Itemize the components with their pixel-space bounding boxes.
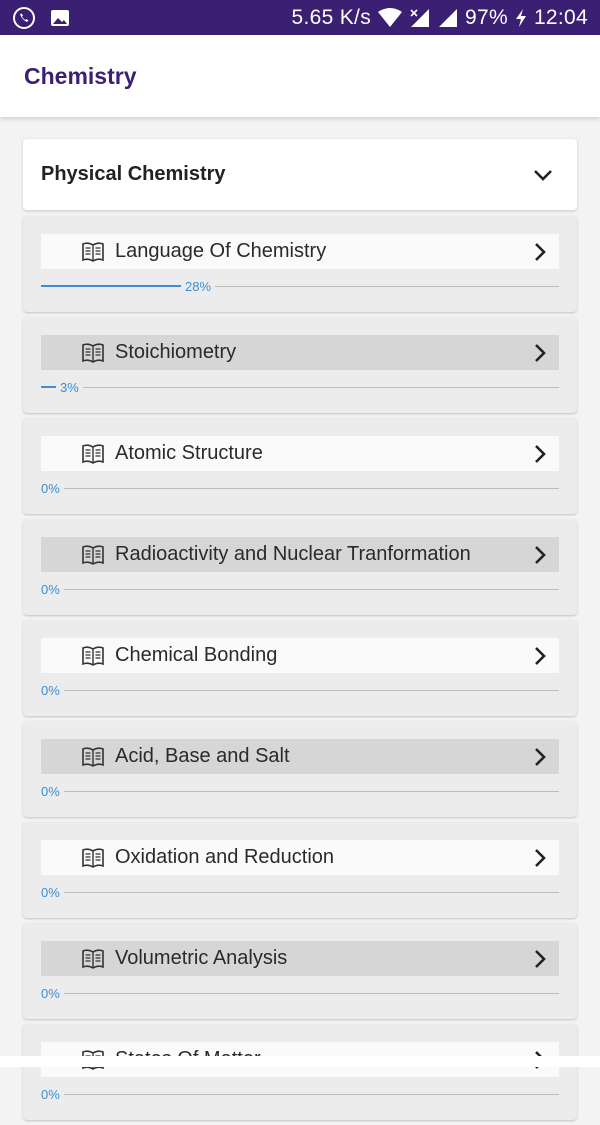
progress-percent: 0% bbox=[41, 480, 60, 496]
topic-row[interactable] bbox=[41, 941, 559, 976]
book-icon bbox=[81, 442, 105, 466]
topic-label: Oxidation and Reduction bbox=[115, 846, 335, 868]
topic-row[interactable] bbox=[41, 638, 559, 673]
topic-label: Radioactivity and Nuclear Tranformation bbox=[115, 543, 471, 565]
topic-card[interactable] bbox=[23, 418, 577, 514]
signal-icon bbox=[437, 8, 459, 28]
chevron-right-icon[interactable] bbox=[529, 544, 551, 566]
topic-card[interactable] bbox=[23, 721, 577, 817]
app-bar bbox=[0, 35, 600, 117]
charging-icon bbox=[514, 8, 528, 28]
topic-label: Language Of Chemistry bbox=[115, 240, 327, 262]
progress-bar bbox=[41, 986, 559, 1000]
topic-row[interactable] bbox=[41, 739, 559, 774]
progress-bar bbox=[41, 784, 559, 798]
topic-list-container[interactable] bbox=[0, 117, 600, 1102]
viber-icon bbox=[12, 6, 36, 30]
topic-label: Stoichiometry bbox=[115, 341, 237, 363]
progress-percent: 0% bbox=[41, 581, 60, 597]
chevron-right-icon[interactable] bbox=[529, 342, 551, 364]
book-icon bbox=[81, 240, 105, 264]
topic-card[interactable] bbox=[23, 519, 577, 615]
topic-row[interactable] bbox=[41, 335, 559, 370]
topic-row[interactable] bbox=[41, 840, 559, 875]
topic-label: Acid, Base and Salt bbox=[115, 745, 290, 767]
topic-label: Chemical Bonding bbox=[115, 644, 278, 666]
bottom-edge bbox=[0, 1056, 600, 1067]
chevron-right-icon[interactable] bbox=[529, 443, 551, 465]
battery-percent: 97% bbox=[465, 5, 508, 29]
chevron-right-icon[interactable] bbox=[529, 948, 551, 970]
topic-row[interactable] bbox=[41, 436, 559, 471]
topic-card[interactable] bbox=[23, 822, 577, 918]
section-header-physical-chemistry[interactable] bbox=[23, 139, 577, 210]
progress-track bbox=[83, 387, 559, 388]
book-icon bbox=[81, 341, 105, 365]
progress-track bbox=[64, 690, 559, 691]
progress-percent: 0% bbox=[41, 682, 60, 698]
progress-percent: 0% bbox=[41, 1086, 60, 1102]
progress-percent: 28% bbox=[185, 278, 212, 294]
book-icon bbox=[81, 644, 105, 668]
page-title: Chemistry bbox=[24, 62, 137, 89]
topic-row[interactable] bbox=[41, 234, 559, 269]
topic-card[interactable] bbox=[23, 216, 577, 312]
wifi-icon bbox=[377, 8, 403, 28]
chevron-right-icon[interactable] bbox=[529, 847, 551, 869]
progress-bar bbox=[41, 582, 559, 596]
book-icon bbox=[81, 745, 105, 769]
topic-label: Volumetric Analysis bbox=[115, 947, 288, 969]
progress-bar bbox=[41, 885, 559, 899]
chevron-right-icon[interactable] bbox=[529, 746, 551, 768]
progress-bar bbox=[41, 481, 559, 495]
progress-percent: 0% bbox=[41, 884, 60, 900]
progress-track bbox=[64, 488, 559, 489]
status-bar bbox=[0, 0, 600, 35]
topic-card[interactable] bbox=[23, 317, 577, 413]
image-icon bbox=[48, 6, 72, 30]
progress-track bbox=[64, 993, 559, 994]
chevron-right-icon[interactable] bbox=[529, 241, 551, 263]
progress-percent: 0% bbox=[41, 985, 60, 1001]
network-speed: 5.65 K/s bbox=[291, 5, 371, 29]
progress-track bbox=[64, 892, 559, 893]
book-icon bbox=[81, 947, 105, 971]
chevron-right-icon[interactable] bbox=[529, 645, 551, 667]
topic-row[interactable] bbox=[41, 537, 559, 572]
progress-bar bbox=[41, 1087, 559, 1101]
progress-fill bbox=[41, 386, 56, 388]
topic-card[interactable] bbox=[23, 923, 577, 1019]
progress-fill bbox=[41, 285, 181, 287]
topic-list bbox=[23, 216, 577, 1125]
progress-bar bbox=[41, 380, 559, 394]
progress-bar bbox=[41, 279, 559, 293]
chevron-down-icon[interactable] bbox=[531, 163, 555, 187]
book-icon bbox=[81, 543, 105, 567]
book-icon bbox=[81, 846, 105, 870]
progress-track bbox=[215, 286, 559, 287]
progress-percent: 3% bbox=[60, 379, 79, 395]
progress-track bbox=[64, 791, 559, 792]
section-title: Physical Chemistry bbox=[41, 163, 226, 185]
topic-card[interactable] bbox=[23, 620, 577, 716]
topic-label: Atomic Structure bbox=[115, 442, 263, 464]
topic-card[interactable] bbox=[23, 1024, 577, 1120]
progress-percent: 0% bbox=[41, 783, 60, 799]
signal-off-icon bbox=[409, 8, 431, 28]
progress-track bbox=[64, 1094, 559, 1095]
progress-track bbox=[64, 589, 559, 590]
progress-bar bbox=[41, 683, 559, 697]
clock: 12:04 bbox=[533, 5, 588, 29]
